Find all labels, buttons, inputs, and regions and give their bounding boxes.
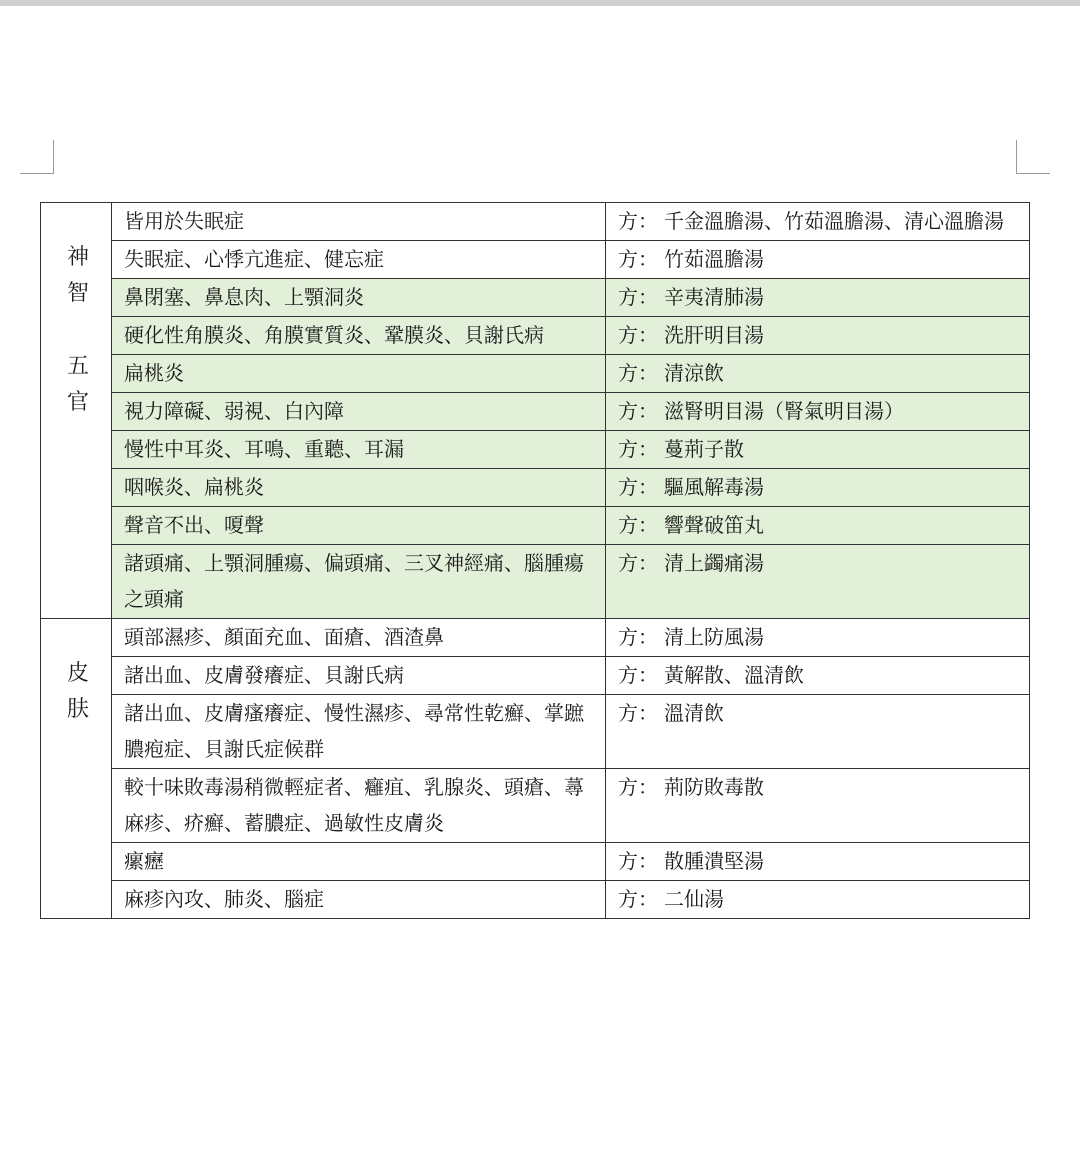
formula-prefix: 方： [618, 701, 658, 725]
formula-name: 二仙湯 [664, 887, 724, 911]
formula-prefix: 方： [618, 437, 658, 461]
formula-cell [606, 279, 1030, 317]
formula-prefix: 方： [618, 399, 658, 423]
formula-name: 清上蠲痛湯 [664, 551, 764, 575]
formula-cell [606, 393, 1030, 431]
formula-cell [606, 431, 1030, 469]
formula-prefix: 方： [618, 663, 658, 687]
condition-cell: 諸頭痛、上顎洞腫瘍、偏頭痛、三叉神經痛、腦腫瘍之頭痛 [112, 545, 606, 619]
formula-prefix: 方： [618, 625, 658, 649]
condition-cell: 咽喉炎、扁桃炎 [112, 469, 606, 507]
table-row [41, 695, 1030, 769]
formula-cell [606, 507, 1030, 545]
formula-name: 竹茹溫膽湯 [664, 247, 764, 271]
formula-prefix: 方： [618, 775, 658, 799]
formula-prefix: 方： [618, 551, 658, 575]
condition-cell: 頭部濕疹、顏面充血、面瘡、酒渣鼻 [112, 619, 606, 657]
formula-name: 驅風解毒湯 [664, 475, 764, 499]
formula-name: 散腫潰堅湯 [664, 849, 764, 873]
formula-name: 清上防風湯 [664, 625, 764, 649]
formula-cell [606, 317, 1030, 355]
formula-name: 黃解散、溫清飲 [664, 663, 804, 687]
table-row [41, 355, 1030, 393]
formula-cell [606, 355, 1030, 393]
formula-table [40, 202, 1030, 919]
condition-cell: 較十味敗毒湯稍微輕症者、癰疽、乳腺炎、頭瘡、蕁麻疹、疥癬、蓄膿症、過敏性皮膚炎 [112, 769, 606, 843]
condition-cell: 視力障礙、弱視、白內障 [112, 393, 606, 431]
condition-cell: 慢性中耳炎、耳鳴、重聽、耳漏 [112, 431, 606, 469]
formula-prefix: 方： [618, 247, 658, 271]
table-row [41, 431, 1030, 469]
table-row [41, 657, 1030, 695]
category-char: 官 [66, 390, 89, 415]
table-row [41, 769, 1030, 843]
table-row [41, 469, 1030, 507]
condition-cell: 硬化性角膜炎、角膜實質炎、鞏膜炎、貝謝氏病 [112, 317, 606, 355]
condition-cell: 聲音不出、嗄聲 [112, 507, 606, 545]
condition-cell: 扁桃炎 [112, 355, 606, 393]
formula-cell [606, 241, 1030, 279]
formula-prefix: 方： [618, 361, 658, 385]
formula-prefix: 方： [618, 513, 658, 537]
formula-name: 清涼飲 [664, 361, 724, 385]
category-char: 肤 [66, 697, 89, 722]
table-row [41, 507, 1030, 545]
formula-name: 荊防敗毒散 [664, 775, 764, 799]
formula-prefix: 方： [618, 323, 658, 347]
table-row [41, 203, 1030, 241]
condition-cell: 皆用於失眠症 [112, 203, 606, 241]
table-row [41, 881, 1030, 919]
category-char: 智 [66, 281, 89, 306]
formula-cell [606, 657, 1030, 695]
page-margin-corner-right [1016, 140, 1050, 174]
table-row [41, 545, 1030, 619]
category-char: 神 [66, 245, 89, 270]
formula-cell [606, 843, 1030, 881]
condition-cell: 鼻閉塞、鼻息肉、上顎洞炎 [112, 279, 606, 317]
table-row [41, 619, 1030, 657]
formula-name: 千金溫膽湯、竹茹溫膽湯、清心溫膽湯 [664, 209, 1004, 233]
condition-cell: 瘰癧 [112, 843, 606, 881]
condition-cell: 麻疹內攻、肺炎、腦症 [112, 881, 606, 919]
formula-cell [606, 203, 1030, 241]
formula-name: 滋腎明目湯（腎氣明目湯） [664, 399, 904, 423]
formula-name: 辛夷清肺湯 [664, 285, 764, 309]
formula-name: 蔓荊子散 [664, 437, 744, 461]
table-row [41, 317, 1030, 355]
category-char: 五 [66, 354, 89, 379]
category-shenzhi-wuguan [41, 203, 112, 619]
formula-prefix: 方： [618, 285, 658, 309]
page-margin-corner-left [20, 140, 54, 174]
formula-cell [606, 769, 1030, 843]
formula-cell [606, 619, 1030, 657]
table-row [41, 241, 1030, 279]
formula-cell [606, 881, 1030, 919]
category-char: 皮 [66, 661, 89, 686]
table-row [41, 843, 1030, 881]
table-row [41, 393, 1030, 431]
condition-cell: 諸出血、皮膚瘙癢症、慢性濕疹、尋常性乾癬、掌蹠膿疱症、貝謝氏症候群 [112, 695, 606, 769]
formula-prefix: 方： [618, 209, 658, 233]
formula-prefix: 方： [618, 475, 658, 499]
top-status-bar [0, 0, 1080, 6]
table-row [41, 279, 1030, 317]
formula-name: 溫清飲 [664, 701, 724, 725]
formula-name: 響聲破笛丸 [664, 513, 764, 537]
formula-name: 洗肝明目湯 [664, 323, 764, 347]
condition-cell: 失眠症、心悸亢進症、健忘症 [112, 241, 606, 279]
condition-cell: 諸出血、皮膚發癢症、貝謝氏病 [112, 657, 606, 695]
formula-cell [606, 545, 1030, 619]
formula-prefix: 方： [618, 887, 658, 911]
formula-prefix: 方： [618, 849, 658, 873]
formula-cell [606, 469, 1030, 507]
category-pifu [41, 619, 112, 919]
formula-cell [606, 695, 1030, 769]
